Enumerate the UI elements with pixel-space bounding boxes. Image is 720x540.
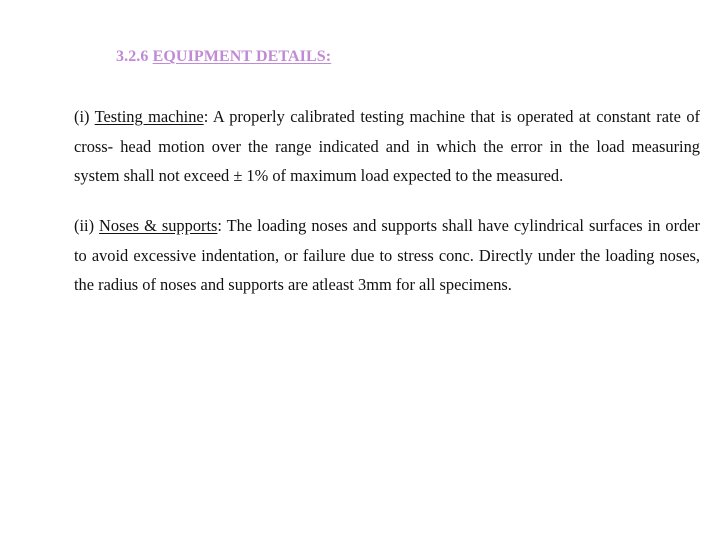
item-separator: : [203,107,213,126]
term-testing-machine: Testing machine [94,107,204,126]
paragraph-noses-supports [74,211,700,300]
item-prefix: (ii) [74,216,100,235]
section-title: EQUIPMENT DETAILS: [152,48,332,65]
item-body-text: The loading noses and supports shall have cylindrical surfaces in order to avoid excessive indentation, or failure due to stress conc. Directly under the loading noses, the radius of noses and supports are atleast 3mm for all specimens. [74,216,700,295]
item-separator: : [217,216,222,235]
section-heading [116,48,331,66]
term-noses-supports: Noses & supports [99,216,218,235]
paragraph-testing-machine [74,102,700,191]
item-body-text: A properly calibrated testing machine that is operated at constant rate of cross- head motion over the range indicated and in which the error in the load measuring system shall not exceed ± 1% of maximum load expected to the measured. [74,107,701,186]
section-number: 3.2.6 [116,48,149,65]
item-prefix: (i) [74,107,95,126]
